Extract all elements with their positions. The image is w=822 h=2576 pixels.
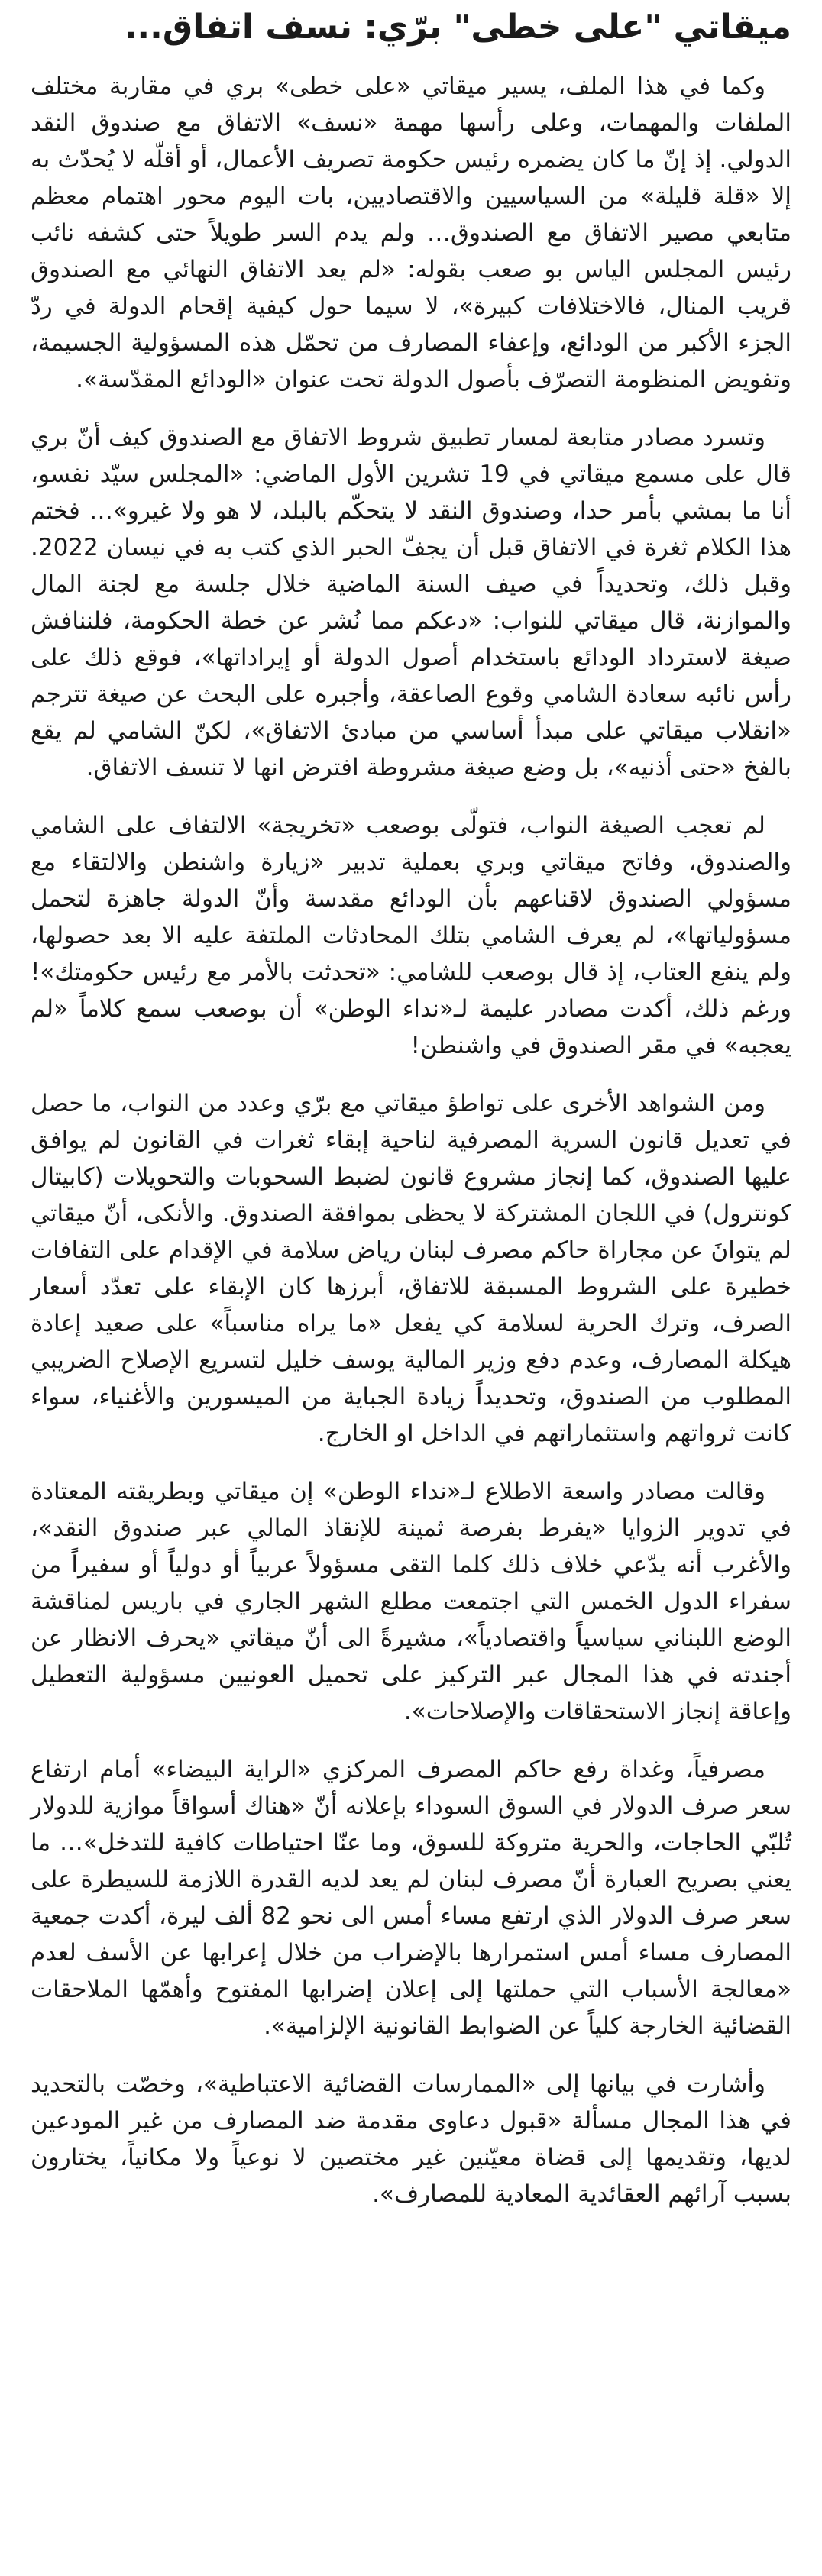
article-paragraph: ومن الشواهد الأخرى على تواطؤ ميقاتي مع برّي وعدد من النواب، ما حصل في تعديل قانون السرية المصرفية لناحية إبقاء ثغرات في القانون لم يوافق عليها الصندوق، كما إنجاز مشروع قانون لضبط السحوبات والتحويلات (كابيتال كونترول) في اللجان المشتركة لا يحظى بموافقة الصندوق. والأنكى، أنّ ميقاتي لم يتوانَ عن مجاراة حاكم مصرف لبنان رياض سلامة في الإقدام على التفافات خطيرة على الشروط المسبقة للاتفاق، أبرزها كان الإبقاء على تعدّد أسعار الصرف، وترك الحرية لسلامة كي يفعل «ما يراه مناسباً» على صعيد إعادة هيكلة المصارف، وعدم دفع وزير المالية يوسف خليل لتسريع الإصلاح الضريبي المطلوب من الصندوق، وتحديداً زيادة الجباية من الميسورين والأغنياء، سواء كانت ثرواتهم واستثماراتهم في الداخل او الخارج. xyxy=(31,1090,791,1447)
article-body xyxy=(31,68,791,2212)
article-paragraph: وكما في هذا الملف، يسير ميقاتي «على خطى» بري في مقاربة مختلف الملفات والمهمات، وعلى رأسها مهمة «نسف» الاتفاق مع صندوق النقد الدولي. إذ إنّ ما كان يضمره رئيس حكومة تصريف الأعمال، أو أقلّه لا يُحدّث به إلا «قلة قليلة» من السياسيين والاقتصاديين، بات اليوم محور اهتمام معظم متابعي مصير الاتفاق مع الصندوق… ولم يدم السر طويلاً حتى كشفه نائب رئيس المجلس الياس بو صعب بقوله: «لم يعد الاتفاق النهائي مع الصندوق قريب المنال، فالاختلافات كبيرة»، لا سيما حول كيفية إقحام الدولة في ردّ الجزء الأكبر من الودائع، وإعفاء المصارف من تحمّل هذه المسؤولية الجسيمة، وتفويض المنظومة التصرّف بأصول الدولة تحت عنوان «الودائع المقدّسة». xyxy=(31,73,791,393)
article-paragraph: وتسرد مصادر متابعة لمسار تطبيق شروط الاتفاق مع الصندوق كيف أنّ بري قال على مسمع ميقاتي في 19 تشرين الأول الماضي: «المجلس سيّد نفسو، أنا ما بمشي بأمر حدا، وصندوق النقد لا يتحكّم بالبلد، لا هو ولا غيرو»… فختم هذا الكلام ثغرة في الاتفاق قبل أن يجفّ الحبر الذي كتب به في نيسان 2022. وقبل ذلك، وتحديداً في صيف السنة الماضية خلال جلسة مع لجنة المال والموازنة، قال ميقاتي للنواب: «دعكم مما نُشر عن خطة الحكومة، فلننافش صيغة لاسترداد الودائع باستخدام أصول الدولة أو إيراداتها»، فوقع ذلك على رأس نائبه سعادة الشامي وقوع الصاعقة، وأجبره على البحث عن صيغة تترجم «انقلاب ميقاتي على مبدأ أساسي من مبادئ الاتفاق»، لكنّ الشامي لم يقع بالفخ «حتى أذنيه»، بل وضع صيغة مشروطة افترض انها لا تنسف الاتفاق. xyxy=(31,424,791,781)
article-paragraph: مصرفياً، وغداة رفع حاكم المصرف المركزي «الراية البيضاء» أمام ارتفاع سعر صرف الدولار في السوق السوداء بإعلانه أنّ «هناك أسواقاً موازية للدولار تُلبّي الحاجات، والحرية متروكة للسوق، وما عنّا احتياطات كافية للتدخل»… ما يعني بصريح العبارة أنّ مصرف لبنان لم يعد لديه القدرة اللازمة للسيطرة على سعر صرف الدولار الذي ارتفع مساء أمس الى نحو 82 ألف ليرة، أكدت جمعية المصارف مساء أمس استمرارها بالإضراب من خلال إعرابها عن الأسف لعدم «معالجة الأسباب التي حملتها إلى إعلان إضرابها المفتوح وأهمّها الملاحقات القضائية الخارجة كلياً عن الضوابط القانونية الإلزامية». xyxy=(31,1756,791,2040)
article-paragraph: وأشارت في بيانها إلى «الممارسات القضائية الاعتباطية»، وخصّت بالتحديد في هذا المجال مسألة «قبول دعاوى مقدمة ضد المصارف من غير المودعين لديها، وتقديمها إلى قضاة معيّنين غير مختصين لا نوعياً ولا مكانياً، يختارون بسبب آرائهم العقائدية المعادية للمصارف». xyxy=(31,2070,791,2208)
article-headline: ميقاتي "على خطى" برّي: نسف اتفاق... xyxy=(124,8,791,47)
article-paragraph: وقالت مصادر واسعة الاطلاع لـ«نداء الوطن» إن ميقاتي وبطريقته المعتادة في تدوير الزوايا «يفرط بفرصة ثمينة للإنقاذ المالي عبر صندوق النقد»، والأغرب أنه يدّعي خلاف ذلك كلما التقى مسؤولاً عربياً أو دولياً أو سفيراً من سفراء الدول الخمس التي اجتمعت مطلع الشهر الجاري في باريس لمناقشة الوضع اللبناني سياسياً واقتصادياً»، مشيرةً الى أنّ ميقاتي «يحرف الانظار عن أجندته في هذا المجال عبر التركيز على تحميل العونيين مسؤولية التعطيل وإعاقة إنجاز الاستحقاقات والإصلاحات». xyxy=(31,1478,791,1725)
article-paragraph: لم تعجب الصيغة النواب، فتولّى بوصعب «تخريجة» الالتفاف على الشامي والصندوق، وفاتح ميقاتي وبري بعملية تدبير «زيارة واشنطن والالتقاء مع مسؤولي الصندوق لاقناعهم بأن الودائع مقدسة وأنّ الدولة جاهزة لتحمل مسؤولياتها»، لم يعرف الشامي بتلك المحادثات الملتفة عليه الا بعد حصولها، ولم ينفع العتاب، إذ قال بوصعب للشامي: «تحدثت بالأمر مع رئيس حكومتك»! ورغم ذلك، أكدت مصادر عليمة لـ«نداء الوطن» أن بوصعب سمع كلاماً «لم يعجبه» في مقر الصندوق في واشنطن! xyxy=(31,812,791,1059)
